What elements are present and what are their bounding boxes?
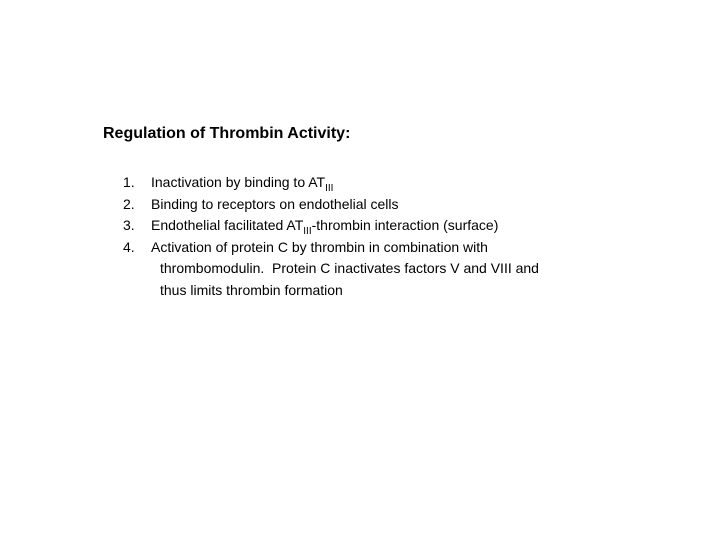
list-item-1 (123, 172, 683, 194)
list-item-text-after: -thrombin interaction (surface) (311, 217, 499, 233)
subscript-text: III (325, 183, 334, 194)
list-item-4 (123, 237, 683, 302)
list-item-text: Endothelial facilitated AT (151, 217, 304, 233)
list-item-2 (123, 194, 683, 216)
list-item-3 (123, 215, 683, 237)
list-item-text: Binding to receptors on endothelial cells (151, 195, 399, 212)
subscript-text: III (303, 226, 312, 237)
list-item-number: 1. (123, 174, 135, 190)
list-item-number: 3. (123, 217, 135, 233)
list-item-number: 4. (123, 238, 135, 255)
slide-title: Regulation of Thrombin Activity: (103, 125, 351, 142)
list-item-line-2: thrombomodulin. Protein C inactivates factors V and VIII and (160, 260, 539, 276)
list-item-number: 2. (123, 195, 135, 212)
list-item-line-1: Activation of protein C by thrombin in combination with (151, 238, 488, 255)
list-item-line-3: thus limits thrombin formation (160, 281, 343, 298)
list-item-text: Inactivation by binding to AT (151, 174, 326, 190)
regulation-list (123, 172, 683, 301)
